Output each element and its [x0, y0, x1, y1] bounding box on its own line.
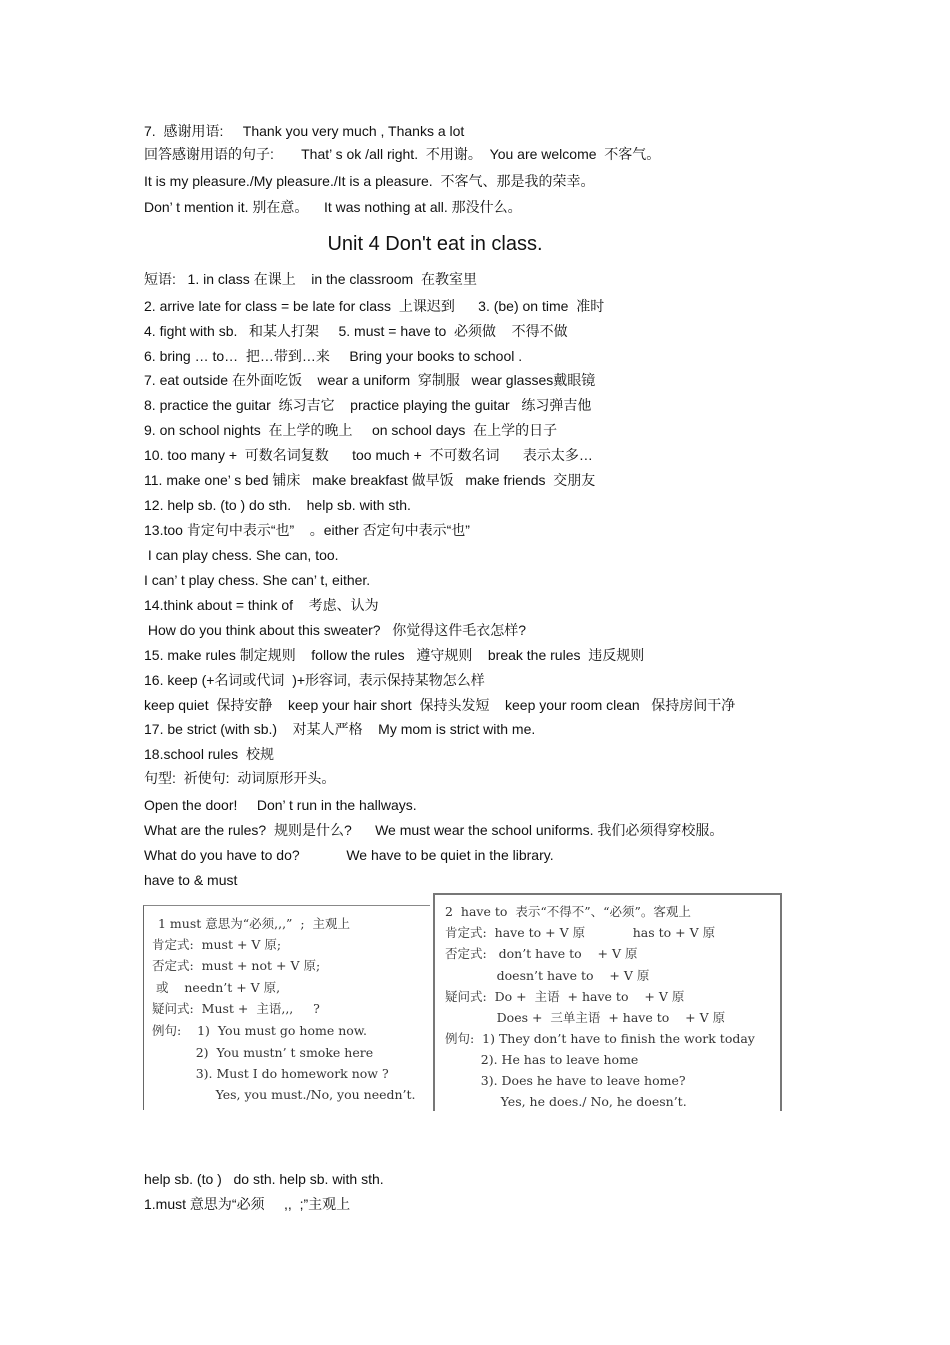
phrase-line: 16. keep (+名词或代词 )+形容词, 表示保持某物怎么样	[144, 672, 485, 688]
phrase-line: 18.school rules 校规	[144, 746, 274, 762]
box-line: Yes, you must./No, you needn’t.	[152, 1087, 416, 1102]
phrase-line: 10. too many + 可数名词复数 too much + 不可数名词 表示太多…	[144, 447, 593, 463]
mention-line: Don’ t mention it. 别在意。 It was nothing at all. 那没什么。	[144, 199, 522, 215]
box-line: 或 needn’t + V 原,	[152, 980, 281, 995]
help-phrase-line: help sb. (to ) do sth. help sb. with sth.	[144, 1171, 384, 1187]
example-line: What are the rules? 规则是什么? We must wear the school uniforms. 我们必须得穿校服。	[144, 822, 724, 838]
box-line: 例句: 1) They don’t have to finish the work today	[445, 1031, 755, 1046]
sentence-pattern-heading: 句型: 祈使句: 动词原形开头。	[144, 770, 336, 786]
phrase-line: 6. bring … to… 把…带到…来 Bring your books to school .	[144, 348, 523, 364]
box-line: 否定式: must + not + V 原;	[152, 958, 321, 973]
must-grammar-box	[143, 905, 430, 1110]
must-meaning-line: 1.must 意思为“必须 ,, ;”主观上	[144, 1196, 351, 1212]
box-line: 例句: 1) You must go home now.	[152, 1023, 367, 1038]
phrase-line: 2. arrive late for class = be late for class 上课迟到 3. (be) on time 准时	[144, 298, 605, 314]
example-line: Open the door! Don’ t run in the hallways.	[144, 797, 417, 813]
phrase-line: 短语: 1. in class 在课上 in the classroom 在教室里	[144, 271, 477, 287]
box-line: Yes, he does./ No, he doesn’t.	[445, 1094, 687, 1109]
phrase-line: 12. help sb. (to ) do sth. help sb. with sth.	[144, 497, 411, 513]
box-line: 肯定式: must + V 原;	[152, 937, 282, 952]
box-line: 疑问式: Must + 主语,,, ?	[152, 1001, 320, 1016]
phrase-line: 4. fight with sb. 和某人打架 5. must = have to 必须做 不得不做	[144, 323, 568, 339]
phrase-line: 14.think about = think of 考虑、认为	[144, 597, 379, 613]
example-line: I can’ t play chess. She can’ t, either.	[144, 572, 371, 588]
thanks-reply-line: 回答感谢用语的句子: That’ s ok /all right. 不用谢。 You are welcome 不客气。	[144, 146, 661, 162]
example-line: How do you think about this sweater? 你觉得这件毛衣怎样?	[144, 622, 527, 638]
phrase-line: 13.too 肯定句中表示“也” 。either 否定句中表示“也”	[144, 522, 470, 538]
unit-title: Unit 4 Don't eat in class.	[327, 233, 543, 255]
box-line: 肯定式: have to + V 原 has to + V 原	[445, 925, 716, 940]
box-line: 1 must 意思为“必须,,,” ; 主观上	[158, 916, 351, 931]
example-line: I can play chess. She can, too.	[144, 547, 339, 563]
phrase-line: keep quiet 保持安静 keep your hair short 保持头发短 keep your room clean 保持房间干净	[144, 697, 736, 713]
box-line: 2) You mustn’ t smoke here	[152, 1045, 374, 1060]
box-line: 3). Does he have to leave home?	[445, 1073, 686, 1088]
phrase-line: 17. be strict (with sb.) 对某人严格 My mom is strict with me.	[144, 721, 536, 737]
section-heading: have to & must	[144, 872, 238, 888]
pleasure-line: It is my pleasure./My pleasure./It is a pleasure. 不客气、那是我的荣幸。	[144, 173, 595, 189]
phrase-line: 9. on school nights 在上学的晚上 on school days 在上学的日子	[144, 422, 558, 438]
box-line: 2). He has to leave home	[445, 1052, 639, 1067]
example-line: What do you have to do? We have to be quiet in the library.	[144, 847, 554, 863]
box-line: 疑问式: Do + 主语 + have to + V 原	[445, 989, 685, 1004]
box-line: 3). Must I do homework now ?	[152, 1066, 389, 1081]
box-line: 2 have to 表示“不得不”、“必须”。客观上	[445, 904, 691, 919]
phrase-line: 7. eat outside 在外面吃饭 wear a uniform 穿制服 wear glasses戴眼镜	[144, 372, 596, 388]
phrase-line: 15. make rules 制定规则 follow the rules 遵守规则 break the rules 违反规则	[144, 647, 645, 663]
box-line: Does + 三单主语 + have to + V 原	[445, 1010, 726, 1025]
box-line: doesn’t have to + V 原	[445, 968, 650, 983]
have-to-grammar-box	[433, 893, 782, 1111]
phrase-line: 11. make one’ s bed 铺床 make breakfast 做早饭 make friends 交朋友	[144, 472, 596, 488]
box-line: 否定式: don’t have to + V 原	[445, 946, 638, 961]
thanks-phrases-line: 7. 感谢用语: Thank you very much , Thanks a lot	[144, 123, 465, 139]
phrase-line: 8. practice the guitar 练习吉它 practice playing the guitar 练习弹吉他	[144, 397, 592, 413]
